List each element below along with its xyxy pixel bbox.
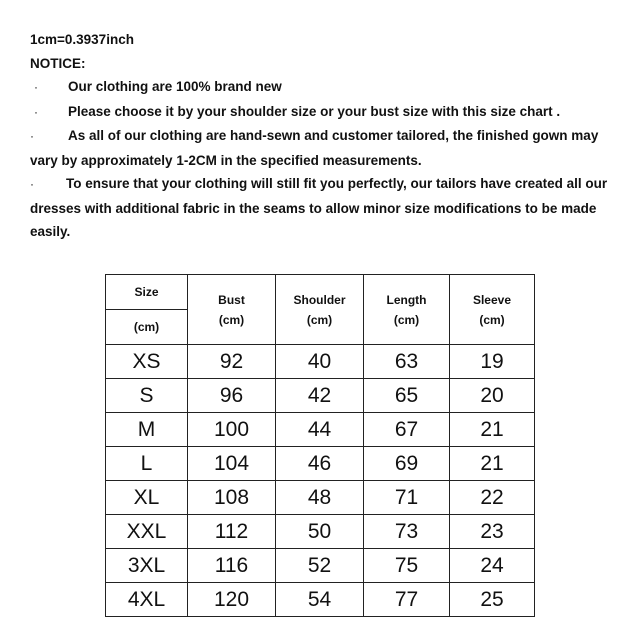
note-item bbox=[30, 124, 620, 172]
size-cell: XS bbox=[106, 345, 188, 379]
conversion-note: 1cm=0.3937inch bbox=[30, 32, 134, 47]
sleeve-cell: 20 bbox=[450, 379, 535, 413]
note-text: As all of our clothing are hand-sewn and customer tailored, the finished gown may vary by approximately 1-2CM in the specified measurements. bbox=[30, 128, 599, 168]
note-item bbox=[30, 172, 620, 244]
table-row bbox=[106, 515, 535, 549]
column-name: Sleeve bbox=[472, 292, 512, 307]
length-cell: 67 bbox=[364, 413, 450, 447]
column-header-shoulder bbox=[276, 275, 364, 345]
length-cell: 73 bbox=[364, 515, 450, 549]
table-row bbox=[106, 481, 535, 515]
shoulder-cell: 44 bbox=[276, 413, 364, 447]
shoulder-cell: 46 bbox=[276, 447, 364, 481]
column-unit: (cm) bbox=[306, 312, 333, 327]
column-name: Length bbox=[386, 292, 427, 307]
bust-cell: 96 bbox=[188, 379, 276, 413]
shoulder-cell: 50 bbox=[276, 515, 364, 549]
table-row bbox=[106, 447, 535, 481]
size-cell: XXL bbox=[106, 515, 188, 549]
sleeve-cell: 21 bbox=[450, 447, 535, 481]
column-header-sleeve bbox=[450, 275, 535, 345]
column-unit: (cm) bbox=[393, 312, 420, 327]
size-cell: XL bbox=[106, 481, 188, 515]
sleeve-cell: 21 bbox=[450, 413, 535, 447]
length-cell: 71 bbox=[364, 481, 450, 515]
sleeve-cell: 22 bbox=[450, 481, 535, 515]
column-unit: (cm) bbox=[479, 312, 505, 327]
size-cell: S bbox=[106, 379, 188, 413]
shoulder-cell: 54 bbox=[276, 583, 364, 617]
table-row bbox=[106, 379, 535, 413]
notice-title: NOTICE: bbox=[30, 55, 86, 71]
size-header-cell: Size bbox=[106, 275, 188, 310]
sleeve-cell: 23 bbox=[450, 515, 535, 549]
table-row bbox=[106, 413, 535, 447]
bust-cell: 116 bbox=[188, 549, 276, 583]
sleeve-cell: 19 bbox=[450, 345, 535, 379]
note-item: · Our clothing are 100% brand new bbox=[34, 79, 282, 94]
length-cell: 75 bbox=[364, 549, 450, 583]
bullet-icon: · bbox=[30, 129, 34, 143]
length-cell: 63 bbox=[364, 345, 450, 379]
table-row bbox=[106, 345, 535, 379]
bust-cell: 100 bbox=[188, 413, 276, 447]
column-name: Bust bbox=[218, 292, 245, 307]
length-cell: 69 bbox=[364, 447, 450, 481]
sleeve-cell: 25 bbox=[450, 583, 535, 617]
table-row bbox=[106, 549, 535, 583]
shoulder-cell: 52 bbox=[276, 549, 364, 583]
shoulder-cell: 42 bbox=[276, 379, 364, 413]
table-header-row bbox=[106, 275, 535, 310]
notice-section bbox=[30, 28, 620, 244]
shoulder-cell: 48 bbox=[276, 481, 364, 515]
column-header-length bbox=[364, 275, 450, 345]
bust-cell: 112 bbox=[188, 515, 276, 549]
note-item: · Please choose it by your shoulder size or your bust size with this size chart . bbox=[34, 103, 561, 119]
bust-cell: 108 bbox=[188, 481, 276, 515]
length-cell: 65 bbox=[364, 379, 450, 413]
bust-cell: 104 bbox=[188, 447, 276, 481]
note-text: Please choose it by your shoulder size or your bust size with this size chart . bbox=[68, 103, 561, 119]
table-row bbox=[106, 583, 535, 617]
column-header-bust bbox=[188, 275, 276, 345]
column-name: Shoulder bbox=[293, 292, 346, 307]
size-unit-cell: (cm) bbox=[106, 310, 188, 345]
column-unit: (cm) bbox=[218, 312, 245, 327]
length-cell: 77 bbox=[364, 583, 450, 617]
size-cell: 3XL bbox=[106, 549, 188, 583]
bust-cell: 92 bbox=[188, 345, 276, 379]
bust-cell: 120 bbox=[188, 583, 276, 617]
size-chart-table bbox=[105, 274, 535, 617]
note-text: Our clothing are 100% brand new bbox=[68, 79, 282, 94]
size-cell: L bbox=[106, 447, 188, 481]
shoulder-cell: 40 bbox=[276, 345, 364, 379]
size-cell: 4XL bbox=[106, 583, 188, 617]
size-cell: M bbox=[106, 413, 188, 447]
sleeve-cell: 24 bbox=[450, 549, 535, 583]
note-text: To ensure that your clothing will still fit you perfectly, our tailors have created all our dresses with additional fabric in the seams to allow minor size modifications to be made easily. bbox=[30, 176, 608, 239]
bullet-icon: · bbox=[30, 177, 34, 191]
